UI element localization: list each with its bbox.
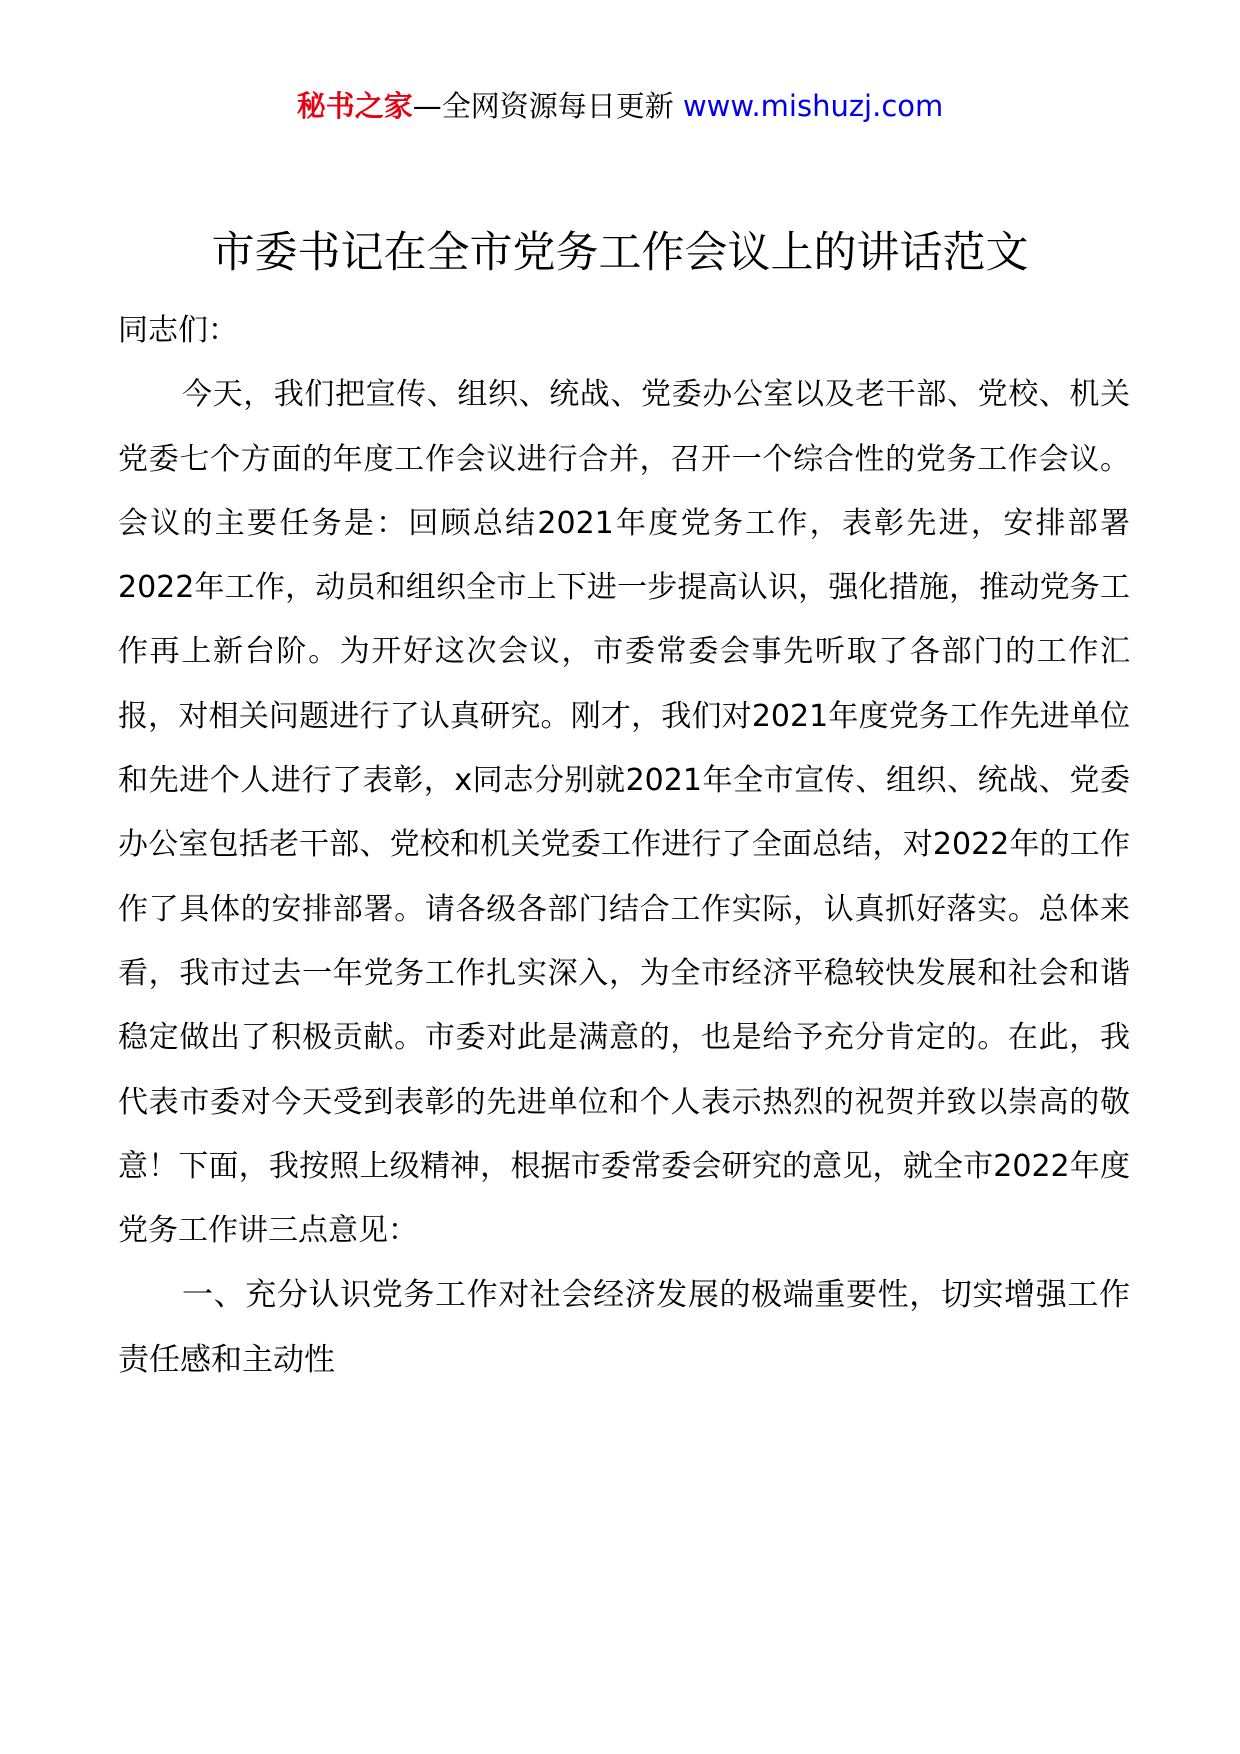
document-body [118,299,1130,1392]
salutation: 同志们： [118,313,238,348]
brand-name: 秘书之家 [296,89,413,123]
body-paragraph: 今天，我们把宣传、组织、统战、党委办公室以及老干部、党校、机关党委七个方面的年度工作会议进行合并，召开一个综合性的党务工作会议。会议的主要任务是：回顾总结2021年度党务工作，表彰先进，安排部署2022年工作，动员和组织全市上下进一步提高认识，强化措施，推动党务工作再上新台阶。为开好这次会议，市委常委会事先听取了各部门的工作汇报，对相关问题进行了认真研究。刚才，我们对2021年度党务工作先进单位和先进个人进行了表彰，x同志分别就2021年全市宣传、组织、统战、党委办公室包括老干部、党校和机关党委工作进行了全面总结，对2022年的工作作了具体的安排部署。请各级各部门结合工作实际，认真抓好落实。总体来看，我市过去一年党务工作扎实深入，为全市经济平稳较快发展和社会和谐稳定做出了积极贡献。市委对此是满意的，也是给予充分肯定的。在此，我代表市委对今天受到表彰的先进单位和个人表示热烈的祝贺并致以崇高的敬意！下面，我按照上级精神，根据市委常委会研究的意见，就全市2022年度党务工作讲三点意见： [118,377,1130,1249]
page-header [0,86,1240,126]
document-title: 市委书记在全市党务工作会议上的讲话范文 [211,228,1029,278]
section-heading: 一、充分认识党务工作对社会经济发展的极端重要性，切实增强工作责任感和主动性 [118,1277,1130,1378]
website-link[interactable]: www.mishuzj.com [682,89,944,123]
header-tagline: —全网资源每日更新 [412,89,683,123]
